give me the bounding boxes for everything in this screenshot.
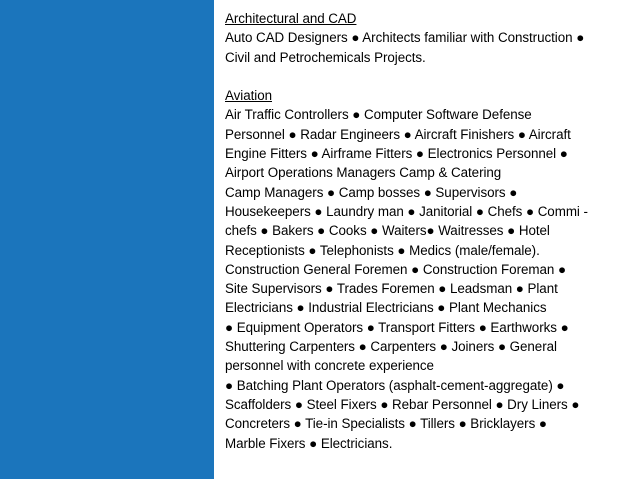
section-spacer bbox=[225, 67, 629, 86]
left-accent-bar bbox=[0, 0, 214, 479]
body-line: Airport Operations Managers Camp & Catering bbox=[225, 165, 502, 181]
body-line: Site Supervisors ● Trades Foremen ● Leadsman ● Plant bbox=[225, 281, 558, 297]
body-line: Marble Fixers ● Electricians. bbox=[225, 435, 393, 451]
section-title: Aviation bbox=[225, 88, 272, 104]
body-line: ● Equipment Operators ● Transport Fitters ● Earthworks ● bbox=[225, 319, 569, 335]
body-line: Scaffolders ● Steel Fixers ● Rebar Personnel ● Dry Liners ● bbox=[225, 396, 580, 412]
body-line: Civil and Petrochemicals Projects. bbox=[225, 49, 426, 65]
body-line: Air Traffic Controllers ● Computer Software Defense bbox=[225, 107, 532, 123]
body-line: Construction General Foremen ● Construction Foreman ● bbox=[225, 261, 566, 277]
body-line: Camp Managers ● Camp bosses ● Supervisors ● bbox=[225, 184, 518, 200]
body-line: Engine Fitters ● Airframe Fitters ● Electronics Personnel ● bbox=[225, 146, 568, 162]
body-line: Auto CAD Designers ● Architects familiar with Construction ● bbox=[225, 30, 585, 46]
section-architectural-cad bbox=[225, 9, 629, 67]
section-title: Architectural and CAD bbox=[225, 11, 357, 26]
body-line: chefs ● Bakers ● Cooks ● Waiters● Waitresses ● Hotel bbox=[225, 223, 550, 239]
body-line: Personnel ● Radar Engineers ● Aircraft Finishers ● Aircraft bbox=[225, 126, 571, 142]
body-line: Shuttering Carpenters ● Carpenters ● Joiners ● General bbox=[225, 339, 557, 355]
body-line: ● Batching Plant Operators (asphalt-cement-aggregate) ● bbox=[225, 377, 565, 393]
body-line: Concreters ● Tie-in Specialists ● Tillers ● Bricklayers ● bbox=[225, 416, 547, 432]
body-line: personnel with concrete experience bbox=[225, 358, 434, 374]
body-line: Housekeepers ● Laundry man ● Janitorial ● Chefs ● Commi - bbox=[225, 203, 588, 219]
body-line: Electricians ● Industrial Electricians ● Plant Mechanics bbox=[225, 300, 547, 316]
body-line: Receptionists ● Telephonists ● Medics (male/female). bbox=[225, 242, 540, 258]
section-aviation bbox=[225, 86, 629, 453]
slide-body bbox=[225, 9, 629, 453]
